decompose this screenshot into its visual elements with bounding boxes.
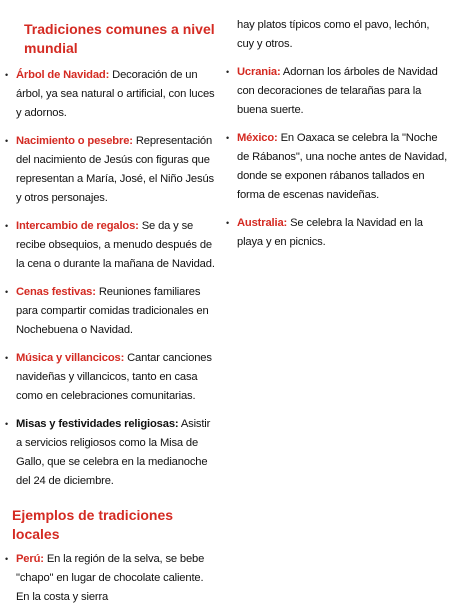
- item-term: Misas y festividades religiosas:: [16, 418, 179, 430]
- item-continuation: hay platos típicos como el pavo, lechón, cuy y otros.: [237, 19, 430, 50]
- item-text: En la región de la selva, se bebe "chapo" en lugar de chocolate caliente. En la costa y sierra: [16, 553, 205, 603]
- item-text: Se da y se recibe obsequios, a menudo después de la cena o durante la mañana de Navidad.: [16, 220, 215, 270]
- item-term: Nacimiento o pesebre:: [16, 135, 133, 147]
- item-text: Adornan los árboles de Navidad con decoraciones de telarañas para la buena suerte.: [237, 66, 438, 116]
- bullet-icon: •: [5, 70, 9, 80]
- list-item: [225, 63, 449, 120]
- list-item: [4, 283, 218, 340]
- item-text: Reuniones familiares para compartir comidas tradicionales en Nochebuena o Navidad.: [16, 286, 209, 336]
- list-item: [4, 132, 218, 208]
- item-term: Cenas festivas:: [16, 286, 96, 298]
- item-text: Cantar canciones navideñas y villancicos, tanto en casa como en celebraciones comunitarias.: [16, 352, 212, 402]
- local-traditions-list: [225, 63, 449, 252]
- world-traditions-list: [4, 66, 218, 491]
- item-text: Decoración de un árbol, ya sea natural o artificial, con luces y adornos.: [16, 69, 215, 119]
- item-term: Perú:: [16, 553, 44, 565]
- item-text: Se celebra la Navidad en la playa y en picnics.: [237, 217, 423, 248]
- list-item: [4, 415, 218, 491]
- item-term: Australia:: [237, 217, 288, 229]
- bullet-icon: •: [226, 133, 230, 143]
- list-item: [4, 66, 218, 123]
- item-text: Representación del nacimiento de Jesús con figuras que representan a María, José, el Niño Jesús y otros personajes.: [16, 135, 214, 204]
- item-term: Ucrania:: [237, 66, 281, 78]
- local-traditions-list-start: [4, 550, 218, 607]
- item-term: Intercambio de regalos:: [16, 220, 139, 232]
- item-term: México:: [237, 132, 278, 144]
- item-text: En Oaxaca se celebra la "Noche de Rábanos", una noche antes de Navidad, donde se exponen rábanos tallados en forma de escenas navideñas.: [237, 132, 448, 201]
- bullet-icon: •: [226, 218, 230, 228]
- bullet-icon: •: [5, 136, 9, 146]
- left-column: [4, 0, 218, 616]
- item-text: Asistir a servicios religiosos como la Misa de Gallo, que se celebra en la medianoche del 24 de diciembre.: [16, 418, 211, 487]
- item-term: Música y villancicos:: [16, 352, 125, 364]
- bullet-icon: •: [226, 67, 230, 77]
- list-item: [225, 214, 449, 252]
- list-item: [4, 349, 218, 406]
- item-term: Árbol de Navidad:: [16, 69, 110, 81]
- bullet-icon: •: [5, 554, 9, 564]
- list-item: [225, 129, 449, 205]
- bullet-icon: •: [5, 353, 9, 363]
- section-title-world: Tradiciones comunes a nivel mundial: [24, 21, 215, 56]
- list-item: [4, 217, 218, 274]
- section-title-local: Ejemplos de tradiciones locales: [12, 507, 174, 542]
- list-item: [4, 550, 218, 607]
- right-column: [225, 0, 449, 261]
- bullet-icon: •: [5, 287, 9, 297]
- bullet-icon: •: [5, 419, 9, 429]
- bullet-icon: •: [5, 221, 9, 231]
